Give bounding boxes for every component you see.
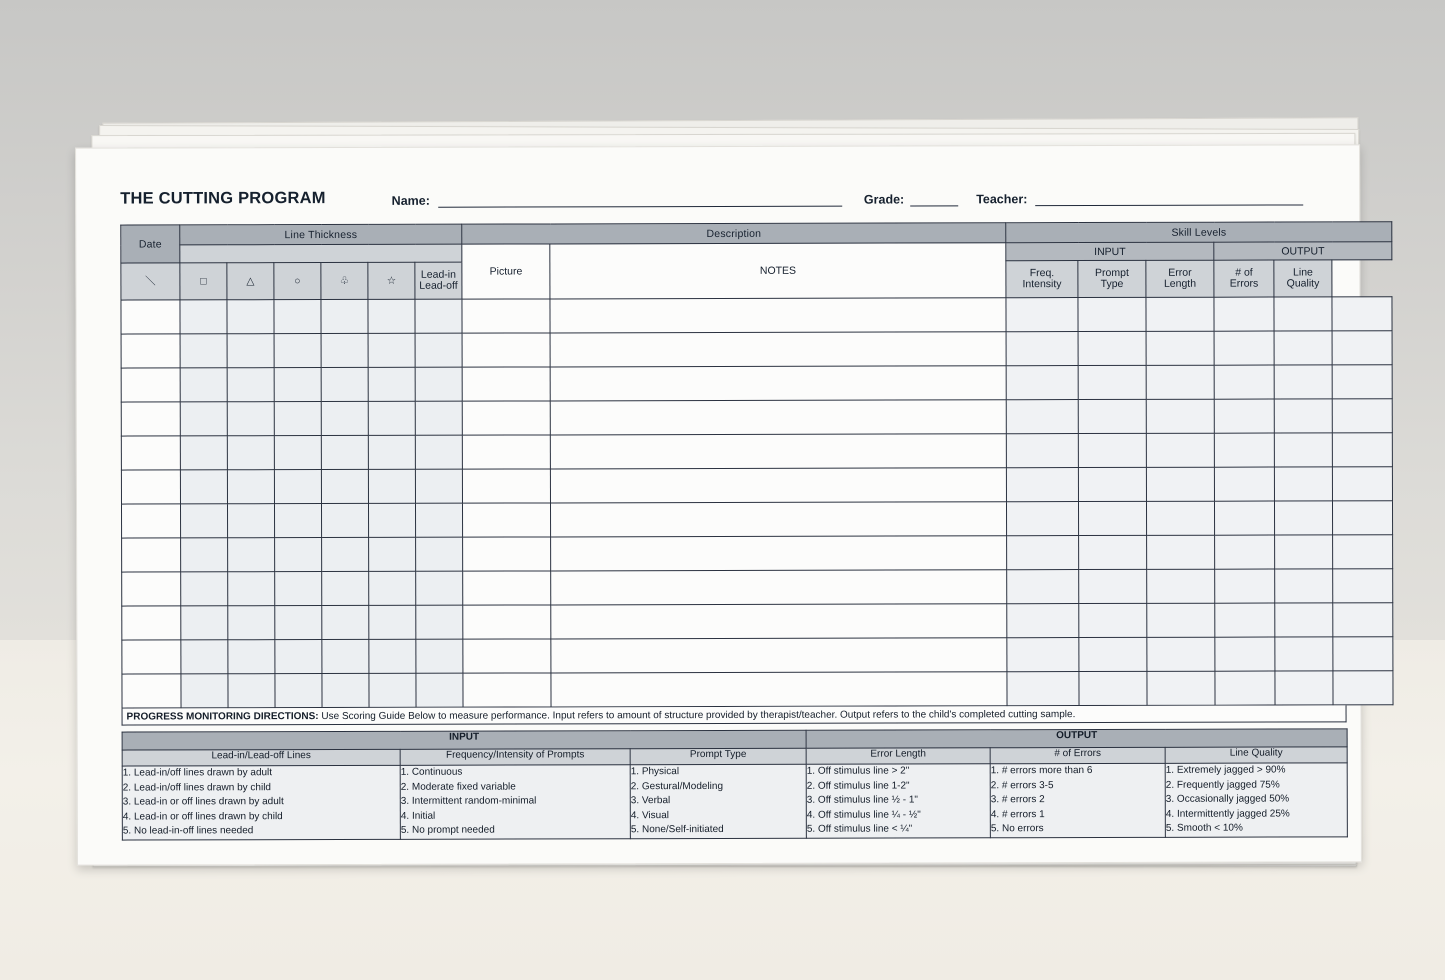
scoring-guide-table [122, 728, 1348, 840]
grade-field-input[interactable] [910, 191, 958, 206]
guide-item: 3. Lead-in or off lines drawn by adult [122, 796, 284, 808]
cell-line-thickness[interactable] [321, 299, 368, 333]
cell-input-score[interactable] [1146, 433, 1214, 467]
directions-text: Use Scoring Guide Below to measure performance. Input refers to amount of structure provided by therapist/teacher. Output refers to the child's completed cutting sample. [318, 708, 1076, 722]
guide-item: 4. Lead-in or off lines drawn by child [122, 810, 283, 823]
cell-line-thickness[interactable] [415, 299, 462, 333]
col-header-description: Description [462, 223, 1006, 244]
cell-output-score[interactable] [1274, 365, 1332, 399]
cell-date[interactable] [122, 640, 181, 674]
cell-input-score[interactable] [1146, 467, 1214, 501]
cell-line-thickness[interactable] [227, 368, 274, 402]
guide-header-4: # of Errors [990, 747, 1165, 763]
guide-item: 1. Lead-in/off lines drawn by adult [122, 767, 273, 779]
cell-input-score[interactable] [1079, 671, 1147, 705]
cell-output-score[interactable] [1274, 399, 1332, 433]
cell-output-score[interactable] [1275, 535, 1333, 569]
cell-line-thickness[interactable] [369, 537, 416, 571]
cell-line-thickness[interactable] [322, 537, 369, 571]
cell-input-score[interactable] [1007, 502, 1079, 536]
progress-monitoring-table [120, 221, 1393, 708]
guide-item: 2. Frequently jagged 75% [1165, 779, 1280, 791]
cell-line-thickness[interactable] [368, 469, 415, 503]
cell-line-thickness[interactable] [321, 333, 368, 367]
cell-output-score[interactable] [1275, 569, 1333, 603]
guide-item: 1. Physical [630, 766, 680, 778]
form-header [120, 179, 1345, 208]
cell-line-thickness[interactable] [180, 402, 227, 436]
guide-list-2 [630, 764, 806, 838]
cell-input-score[interactable] [1147, 603, 1215, 637]
cell-line-thickness[interactable] [415, 435, 462, 469]
cell-line-thickness[interactable] [228, 674, 275, 708]
guide-item: 1. # errors more than 6 [990, 765, 1093, 777]
teacher-field-label: Teacher: [976, 192, 1028, 207]
cell-notes[interactable] [550, 366, 1006, 401]
cell-line-thickness[interactable] [368, 367, 415, 401]
cell-output-score[interactable] [1275, 671, 1333, 705]
cell-date[interactable] [121, 368, 180, 402]
cell-output-score[interactable] [1215, 671, 1275, 705]
cell-line-thickness[interactable] [180, 334, 227, 368]
guide-item: 2. Gestural/Modeling [630, 780, 724, 792]
page-title: THE CUTTING PROGRAM [120, 189, 326, 208]
cell-line-thickness[interactable] [228, 538, 275, 572]
star-icon: ☆ [368, 262, 415, 299]
cell-picture[interactable] [462, 435, 550, 469]
cell-input-score[interactable] [1007, 604, 1079, 638]
cell-output-score[interactable] [1275, 637, 1333, 671]
cell-line-thickness[interactable] [321, 435, 368, 469]
circle-icon: ○ [274, 263, 321, 300]
cell-input-score[interactable] [1146, 365, 1214, 399]
cell-output-score[interactable] [1333, 671, 1393, 705]
cell-date[interactable] [121, 436, 180, 470]
guide-item: 4. Initial [400, 810, 436, 822]
line-diagonal-icon: ＼ [121, 263, 180, 300]
cell-input-score[interactable] [1147, 569, 1215, 603]
cell-line-thickness[interactable] [227, 334, 274, 368]
cell-date[interactable] [122, 572, 181, 606]
cell-output-score[interactable] [1215, 535, 1275, 569]
cell-line-thickness[interactable] [275, 538, 322, 572]
guide-header-2: Prompt Type [630, 748, 806, 764]
table-row[interactable] [122, 671, 1393, 708]
guide-item: 5. No errors [990, 823, 1044, 835]
guide-item: 2. Lead-in/off lines drawn by child [122, 781, 272, 794]
guide-item: 5. None/Self-initiated [630, 823, 724, 836]
guide-item: 3. # errors 2 [990, 794, 1045, 806]
cloud-icon: ♧ [321, 262, 368, 299]
cell-input-score[interactable] [1147, 501, 1215, 535]
cell-output-score[interactable] [1332, 297, 1392, 331]
cell-line-thickness[interactable] [274, 300, 321, 334]
cell-output-score[interactable] [1214, 399, 1274, 433]
output-col-line-quality: Line Quality [1274, 260, 1332, 297]
cell-input-score[interactable] [1078, 331, 1146, 365]
line-thickness-spacer [180, 244, 462, 263]
cell-line-thickness[interactable] [274, 504, 321, 538]
cell-line-thickness[interactable] [274, 334, 321, 368]
output-col-error-length: Error Length [1146, 260, 1214, 297]
cell-line-thickness[interactable] [322, 571, 369, 605]
cell-line-thickness[interactable] [227, 402, 274, 436]
cell-line-thickness[interactable] [274, 470, 321, 504]
cell-output-score[interactable] [1274, 433, 1332, 467]
cell-line-thickness[interactable] [275, 674, 322, 708]
cell-picture[interactable] [463, 503, 551, 537]
skill-group-output: OUTPUT [1214, 242, 1392, 260]
cell-input-score[interactable] [1078, 399, 1146, 433]
cell-line-thickness[interactable] [415, 469, 462, 503]
cell-output-score[interactable] [1215, 501, 1275, 535]
cell-line-thickness[interactable] [227, 436, 274, 470]
cell-output-score[interactable] [1332, 467, 1392, 501]
cell-input-score[interactable] [1006, 468, 1078, 502]
cell-input-score[interactable] [1079, 501, 1147, 535]
cell-notes[interactable] [550, 400, 1006, 435]
output-col-num-errors: # of Errors [1214, 260, 1274, 297]
col-header-date: Date [121, 225, 180, 263]
cell-picture[interactable] [462, 367, 550, 401]
guide-header-1: Frequency/Intensity of Prompts [400, 749, 630, 766]
progress-monitoring-directions [122, 705, 1347, 725]
guide-item: 2. Moderate fixed variable [400, 781, 516, 793]
cell-line-thickness[interactable] [274, 368, 321, 402]
cell-output-score[interactable] [1332, 331, 1392, 365]
cell-picture[interactable] [463, 673, 551, 707]
guide-list-5 [1165, 763, 1347, 837]
cell-input-score[interactable] [1146, 331, 1214, 365]
cell-date[interactable] [122, 674, 181, 708]
cell-input-score[interactable] [1007, 570, 1079, 604]
cell-input-score[interactable] [1146, 399, 1214, 433]
cell-line-thickness[interactable] [368, 435, 415, 469]
cell-line-thickness[interactable] [275, 640, 322, 674]
cell-output-score[interactable] [1214, 467, 1274, 501]
guide-item: 3. Intermittent random-minimal [400, 795, 537, 807]
input-col-lead: Lead-in Lead-off [415, 262, 462, 299]
cell-line-thickness[interactable] [416, 605, 463, 639]
cell-output-score[interactable] [1333, 501, 1393, 535]
guide-header-0: Lead-in/Lead-off Lines [122, 749, 400, 766]
guide-list-3 [806, 764, 990, 838]
col-header-picture: Picture [462, 244, 550, 299]
guide-item: 3. Off stimulus line ½ - 1" [806, 794, 918, 806]
cell-line-thickness[interactable] [321, 469, 368, 503]
cell-input-score[interactable] [1007, 536, 1079, 570]
cell-picture[interactable] [462, 333, 550, 367]
table-row[interactable] [122, 637, 1393, 674]
table-row[interactable] [122, 603, 1393, 640]
col-header-line-thickness: Line Thickness [180, 224, 462, 245]
cell-output-score[interactable] [1333, 569, 1393, 603]
cell-picture[interactable] [463, 571, 551, 605]
guide-item: 5. No prompt needed [400, 824, 495, 836]
directions-label: PROGRESS MONITORING DIRECTIONS: [126, 710, 319, 723]
cell-line-thickness[interactable] [321, 503, 368, 537]
cell-output-score[interactable] [1274, 331, 1332, 365]
cell-line-thickness[interactable] [415, 367, 462, 401]
cell-output-score[interactable] [1274, 297, 1332, 331]
cell-input-score[interactable] [1147, 535, 1215, 569]
cell-line-thickness[interactable] [180, 504, 227, 538]
name-field-input[interactable] [438, 192, 842, 208]
name-field-label: Name: [391, 193, 430, 208]
cell-line-thickness[interactable] [180, 436, 227, 470]
input-col-prompt: Prompt Type [1078, 260, 1146, 297]
guide-list-1 [400, 765, 630, 839]
cell-output-score[interactable] [1333, 535, 1393, 569]
cell-notes[interactable] [550, 298, 1006, 333]
cell-notes[interactable] [551, 536, 1007, 571]
cell-picture[interactable] [462, 401, 550, 435]
cell-input-score[interactable] [1079, 535, 1147, 569]
cell-line-thickness[interactable] [228, 606, 275, 640]
cell-line-thickness[interactable] [275, 606, 322, 640]
cell-line-thickness[interactable] [181, 674, 228, 708]
guide-item: 5. No lead-in-off lines needed [122, 825, 254, 837]
col-header-skill-levels: Skill Levels [1006, 222, 1392, 243]
table-row[interactable] [121, 399, 1392, 436]
cell-input-score[interactable] [1078, 467, 1146, 501]
cell-input-score[interactable] [1147, 671, 1215, 705]
cell-date[interactable] [121, 334, 180, 368]
cell-line-thickness[interactable] [368, 401, 415, 435]
skill-group-input: INPUT [1006, 242, 1214, 261]
cell-line-thickness[interactable] [180, 368, 227, 402]
table-body [121, 297, 1393, 708]
cell-line-thickness[interactable] [369, 673, 416, 707]
guide-item: 3. Verbal [630, 795, 671, 807]
guide-item: 4. # errors 1 [990, 808, 1045, 820]
cell-output-score[interactable] [1215, 637, 1275, 671]
guide-item: 2. Off stimulus line 1-2" [806, 780, 910, 792]
guide-header-3: Error Length [806, 748, 990, 764]
cell-input-score[interactable] [1078, 297, 1146, 331]
guide-item: 1. Extremely jagged > 90% [1165, 764, 1286, 776]
cell-date[interactable] [121, 504, 180, 538]
cell-line-thickness[interactable] [227, 470, 274, 504]
cell-input-score[interactable] [1006, 298, 1078, 332]
cell-date[interactable] [121, 300, 180, 334]
cell-input-score[interactable] [1079, 637, 1147, 671]
cell-picture[interactable] [462, 469, 550, 503]
cell-output-score[interactable] [1333, 603, 1393, 637]
cell-line-thickness[interactable] [415, 401, 462, 435]
cell-picture[interactable] [463, 639, 551, 673]
table-row[interactable] [121, 433, 1392, 470]
table-row[interactable] [122, 569, 1393, 606]
guide-item: 1. Off stimulus line > 2" [806, 765, 910, 777]
guide-item: 5. Off stimulus line < ¼" [806, 823, 913, 835]
cell-output-score[interactable] [1275, 603, 1333, 637]
cell-output-score[interactable] [1214, 331, 1274, 365]
table-row[interactable] [121, 365, 1392, 402]
cell-line-thickness[interactable] [275, 572, 322, 606]
cell-line-thickness[interactable] [228, 640, 275, 674]
guide-item: 4. Off stimulus line ¼ - ½" [806, 808, 921, 821]
table-row[interactable] [122, 535, 1393, 572]
guide-band-input: INPUT [122, 730, 806, 750]
cell-line-thickness[interactable] [368, 333, 415, 367]
guide-item: 4. Visual [630, 809, 670, 821]
triangle-icon: △ [227, 263, 274, 300]
cell-line-thickness[interactable] [322, 673, 369, 707]
cell-input-score[interactable] [1006, 400, 1078, 434]
guide-list-0 [122, 765, 400, 839]
guide-item: 5. Smooth < 10% [1165, 822, 1243, 834]
cell-line-thickness[interactable] [181, 572, 228, 606]
col-header-notes: NOTES [550, 243, 1006, 299]
cell-line-thickness[interactable] [180, 470, 227, 504]
cell-line-thickness[interactable] [416, 537, 463, 571]
cell-notes[interactable] [551, 638, 1007, 673]
cell-picture[interactable] [463, 605, 551, 639]
cell-output-score[interactable] [1333, 637, 1393, 671]
input-col-freq: Freq. Intensity [1006, 261, 1078, 298]
cell-line-thickness[interactable] [321, 401, 368, 435]
guide-item: 3. Occasionally jagged 50% [1165, 793, 1290, 805]
cell-notes[interactable] [551, 502, 1007, 537]
cell-picture[interactable] [462, 299, 550, 333]
cell-line-thickness[interactable] [416, 673, 463, 707]
cell-output-score[interactable] [1332, 433, 1392, 467]
cell-input-score[interactable] [1006, 434, 1078, 468]
guide-header-5: Line Quality [1165, 747, 1347, 763]
cell-date[interactable] [121, 470, 180, 504]
cell-line-thickness[interactable] [369, 571, 416, 605]
cell-line-thickness[interactable] [415, 333, 462, 367]
cell-input-score[interactable] [1078, 433, 1146, 467]
cell-line-thickness[interactable] [227, 300, 274, 334]
cutting-program-form [75, 144, 1362, 865]
cell-line-thickness[interactable] [322, 639, 369, 673]
cell-picture[interactable] [463, 537, 551, 571]
cell-output-score[interactable] [1214, 365, 1274, 399]
table-row[interactable] [121, 297, 1392, 334]
cell-line-thickness[interactable] [227, 504, 274, 538]
cell-input-score[interactable] [1078, 365, 1146, 399]
guide-item: 2. # errors 3-5 [990, 779, 1054, 791]
cell-date[interactable] [122, 538, 181, 572]
guide-list-4 [990, 763, 1165, 837]
cell-input-score[interactable] [1079, 569, 1147, 603]
grade-field-label: Grade: [863, 192, 905, 207]
guide-band-output: OUTPUT [806, 729, 1347, 748]
table-row[interactable] [121, 501, 1392, 538]
cell-line-thickness[interactable] [181, 606, 228, 640]
cell-line-thickness[interactable] [416, 571, 463, 605]
guide-item: 1. Continuous [400, 766, 463, 778]
cell-line-thickness[interactable] [369, 639, 416, 673]
cell-date[interactable] [121, 402, 180, 436]
table-row[interactable] [121, 331, 1392, 368]
guide-list-row [122, 763, 1347, 840]
cell-input-score[interactable] [1079, 603, 1147, 637]
cell-date[interactable] [122, 606, 181, 640]
cell-output-score[interactable] [1274, 467, 1332, 501]
cell-notes[interactable] [550, 468, 1006, 503]
cell-line-thickness[interactable] [416, 639, 463, 673]
cell-output-score[interactable] [1214, 433, 1274, 467]
cell-input-score[interactable] [1007, 638, 1079, 672]
cell-line-thickness[interactable] [274, 402, 321, 436]
cell-notes[interactable] [551, 570, 1007, 605]
cell-notes[interactable] [550, 434, 1006, 469]
cell-line-thickness[interactable] [369, 605, 416, 639]
cell-line-thickness[interactable] [368, 503, 415, 537]
cell-output-score[interactable] [1332, 365, 1392, 399]
teacher-field-input[interactable] [1035, 190, 1303, 206]
cell-output-score[interactable] [1275, 501, 1333, 535]
cell-notes[interactable] [551, 672, 1007, 707]
cell-notes[interactable] [550, 332, 1006, 367]
cell-line-thickness[interactable] [228, 572, 275, 606]
cell-line-thickness[interactable] [180, 300, 227, 334]
cell-line-thickness[interactable] [274, 436, 321, 470]
cell-output-score[interactable] [1215, 569, 1275, 603]
cell-output-score[interactable] [1215, 603, 1275, 637]
cell-input-score[interactable] [1006, 332, 1078, 366]
cell-output-score[interactable] [1214, 297, 1274, 331]
table-row[interactable] [121, 467, 1392, 504]
cell-line-thickness[interactable] [181, 640, 228, 674]
guide-item: 4. Intermittently jagged 25% [1165, 808, 1290, 820]
cell-line-thickness[interactable] [322, 605, 369, 639]
cell-input-score[interactable] [1146, 297, 1214, 331]
cell-input-score[interactable] [1007, 672, 1079, 706]
cell-notes[interactable] [551, 604, 1007, 639]
cell-input-score[interactable] [1006, 366, 1078, 400]
square-icon: □ [180, 263, 227, 300]
cell-line-thickness[interactable] [368, 299, 415, 333]
cell-output-score[interactable] [1332, 399, 1392, 433]
cell-line-thickness[interactable] [415, 503, 462, 537]
cell-line-thickness[interactable] [321, 367, 368, 401]
cell-line-thickness[interactable] [181, 538, 228, 572]
cell-input-score[interactable] [1147, 637, 1215, 671]
